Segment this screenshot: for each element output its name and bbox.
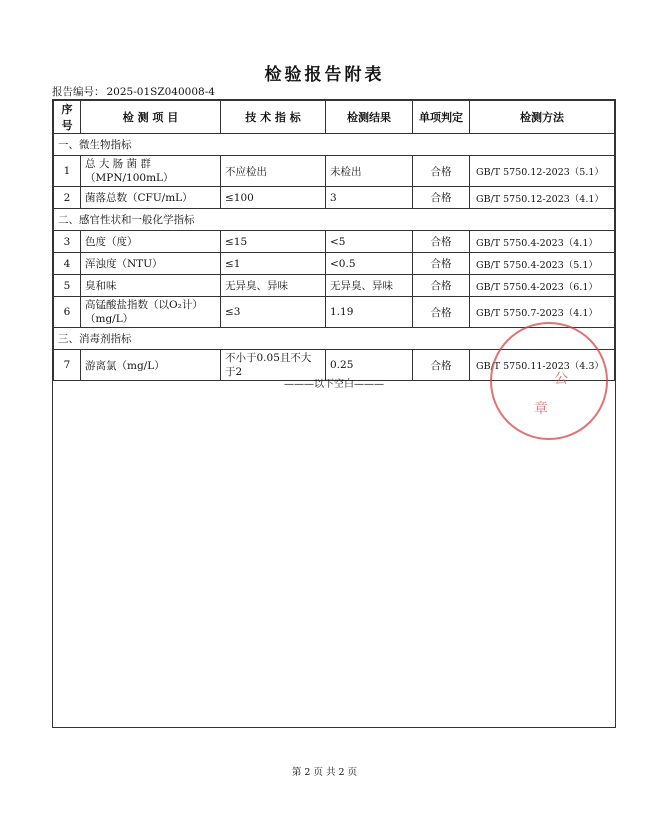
test-method: GB/T 5750.11-2023（4.3） bbox=[470, 350, 615, 381]
section-row bbox=[54, 209, 615, 231]
table-row bbox=[54, 156, 615, 187]
spec-value: 不小于0.05且不大于2 bbox=[221, 350, 326, 381]
page-number: 第 2 页 共 2 页 bbox=[291, 767, 358, 778]
section-title: 二、感官性状和一般化学指标 bbox=[54, 209, 615, 231]
test-item: 臭和味 bbox=[81, 275, 221, 297]
judgement: 合格 bbox=[413, 231, 470, 253]
result-value: 1.19 bbox=[326, 297, 413, 328]
table-row bbox=[54, 297, 615, 328]
column-header: 单项判定 bbox=[413, 101, 470, 134]
result-value: <0.5 bbox=[326, 253, 413, 275]
column-header: 序号 bbox=[54, 101, 81, 134]
test-method: GB/T 5750.12-2023（5.1） bbox=[470, 156, 615, 187]
result-value: 0.25 bbox=[326, 350, 413, 381]
row-number: 5 bbox=[54, 275, 81, 297]
official-seal bbox=[490, 322, 608, 440]
section-title: 三、消毒剂指标 bbox=[54, 328, 615, 350]
blank-below-marker: ———以下空白——— bbox=[284, 379, 384, 390]
test-item: 游离氯（mg/L） bbox=[81, 350, 221, 381]
test-method: GB/T 5750.4-2023（6.1） bbox=[470, 275, 615, 297]
test-method: GB/T 5750.12-2023（4.1） bbox=[470, 187, 615, 209]
test-item: 高锰酸盐指数（以O₂计）（mg/L） bbox=[81, 297, 221, 328]
test-method: GB/T 5750.4-2023（4.1） bbox=[470, 231, 615, 253]
result-value: 未检出 bbox=[326, 156, 413, 187]
spec-value: ≤3 bbox=[221, 297, 326, 328]
row-number: 4 bbox=[54, 253, 81, 275]
judgement: 合格 bbox=[413, 350, 470, 381]
report-number-label: 报告编号： bbox=[52, 86, 105, 98]
judgement: 合格 bbox=[413, 253, 470, 275]
column-header: 检 测 项 目 bbox=[81, 101, 221, 134]
report-number-value: 2025-01SZ040008-4 bbox=[106, 86, 215, 98]
spec-value: ≤15 bbox=[221, 231, 326, 253]
test-method: GB/T 5750.4-2023（5.1） bbox=[470, 253, 615, 275]
test-item: 色度（度） bbox=[81, 231, 221, 253]
table-row bbox=[54, 253, 615, 275]
table-row bbox=[54, 187, 615, 209]
column-header: 技 术 指 标 bbox=[221, 101, 326, 134]
test-item: 菌落总数（CFU/mL） bbox=[81, 187, 221, 209]
row-number: 3 bbox=[54, 231, 81, 253]
result-value: 无异臭、异味 bbox=[326, 275, 413, 297]
row-number: 1 bbox=[54, 156, 81, 187]
table-header-row bbox=[54, 101, 615, 134]
row-number: 6 bbox=[54, 297, 81, 328]
result-value: 3 bbox=[326, 187, 413, 209]
test-method: GB/T 5750.7-2023（4.1） bbox=[470, 297, 615, 328]
column-header: 检测结果 bbox=[326, 101, 413, 134]
seal-char: 公 bbox=[554, 371, 568, 387]
judgement: 合格 bbox=[413, 187, 470, 209]
section-title: 一、微生物指标 bbox=[54, 134, 615, 156]
row-number: 2 bbox=[54, 187, 81, 209]
test-item: 浑浊度（NTU） bbox=[81, 253, 221, 275]
page-title: 检验报告附表 bbox=[264, 65, 385, 85]
spec-value: 不应检出 bbox=[221, 156, 326, 187]
judgement: 合格 bbox=[413, 297, 470, 328]
result-value: <5 bbox=[326, 231, 413, 253]
row-number: 7 bbox=[54, 350, 81, 381]
report-number bbox=[52, 84, 217, 99]
section-row bbox=[54, 134, 615, 156]
spec-value: 无异臭、异味 bbox=[221, 275, 326, 297]
judgement: 合格 bbox=[413, 275, 470, 297]
test-item: 总 大 肠 菌 群（MPN/100mL） bbox=[81, 156, 221, 187]
seal-char: 章 bbox=[534, 401, 548, 417]
spec-value: ≤100 bbox=[221, 187, 326, 209]
column-header: 检测方法 bbox=[470, 101, 615, 134]
table-row bbox=[54, 275, 615, 297]
judgement: 合格 bbox=[413, 156, 470, 187]
spec-value: ≤1 bbox=[221, 253, 326, 275]
table-row bbox=[54, 231, 615, 253]
